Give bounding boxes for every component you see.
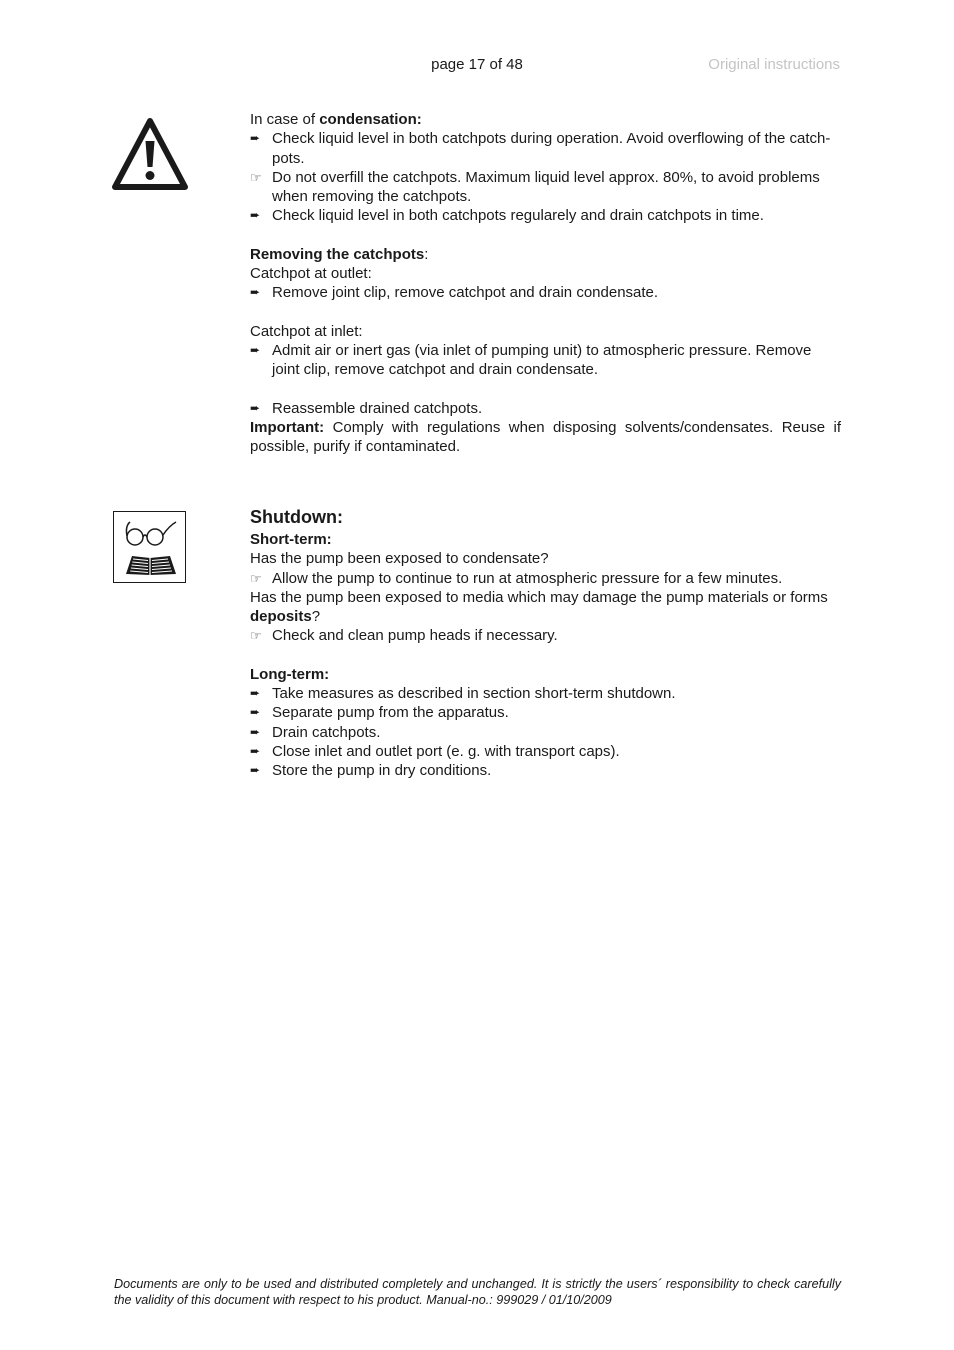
shutdown-section [250, 507, 841, 781]
arrow-bullet-icon: ➨ [250, 131, 261, 146]
arrow-bullet-icon: ➨ [250, 400, 261, 415]
long-term-item: ➨ Take measures as described in section short-term shutdown. [250, 685, 676, 703]
read-instructions-icon [113, 511, 186, 583]
long-term-item: ➨ Store the pump in dry conditions. [250, 762, 492, 780]
pointing-hand-icon: ☞ [250, 570, 262, 586]
arrow-bullet-icon: ➨ [250, 743, 261, 758]
condensation-intro: In case of condensation: [250, 111, 422, 128]
short-term-heading: Short-term: [250, 531, 332, 548]
pointing-hand-icon: ☞ [250, 628, 262, 644]
arrow-bullet-icon: ➨ [250, 208, 261, 223]
condensation-item: ➨ Check liquid level in both catchpots during operation. Avoid overflowing of the catch-pots. [250, 130, 831, 167]
condensation-item: ➨ Check liquid level in both catchpots regularely and drain catchpots in time. [250, 207, 764, 225]
condensation-item: ☞ Do not overfill the catchpots. Maximum liquid level approx. 80%, to avoid problems when removing the catchpots. [250, 168, 820, 206]
arrow-bullet-icon: ➨ [250, 686, 261, 701]
important-note: Important: Comply with regulations when disposing solvents/condensates. Reuse if possible, purify if contaminated. [250, 418, 841, 456]
arrow-bullet-icon: ➨ [250, 285, 261, 300]
arrow-bullet-icon: ➨ [250, 705, 261, 720]
arrow-bullet-icon: ➨ [250, 342, 261, 357]
page-header-label: Original instructions [708, 56, 840, 73]
outlet-item: ➨ Remove joint clip, remove catchpot and drain condensate. [250, 284, 659, 302]
outlet-label: Catchpot at outlet: [250, 265, 372, 283]
short-term-question: Has the pump been exposed to media which may damage the pump materials or forms deposits? [250, 588, 828, 626]
removing-catchpots-heading: Removing the catchpots: [250, 245, 429, 263]
short-term-item: ☞ Check and clean pump heads if necessary. [250, 627, 558, 645]
short-term-question: Has the pump been exposed to condensate? [250, 550, 549, 568]
arrow-bullet-icon: ➨ [250, 724, 261, 739]
inlet-item: ➨ Admit air or inert gas (via inlet of pumping unit) to atmospheric pressure. Remove joint clip, remove catchpot and drain condensate. [250, 341, 812, 379]
condensation-section [250, 110, 841, 456]
inlet-label: Catchpot at inlet: [250, 322, 363, 340]
shutdown-heading: Shutdown: [250, 507, 343, 527]
long-term-item: ➨ Drain catchpots. [250, 723, 381, 741]
pointing-hand-icon: ☞ [250, 169, 262, 185]
arrow-bullet-icon: ➨ [250, 763, 261, 778]
document-footer: Documents are only to be used and distributed completely and unchanged. It is strictly the users´ responsibility to check carefully the validity of this document with respect to his product. Manual-no.: 999029 / 01/10/2009 [114, 1277, 841, 1307]
long-term-heading: Long-term: [250, 665, 330, 683]
short-term-item: ☞ Allow the pump to continue to run at atmospheric pressure for a few minutes. [250, 569, 783, 587]
reassemble-item: ➨ Reassemble drained catchpots. [250, 399, 483, 417]
warning-triangle-icon [112, 117, 188, 193]
long-term-item: ➨ Separate pump from the apparatus. [250, 704, 509, 722]
long-term-item: ➨ Close inlet and outlet port (e. g. with transport caps). [250, 742, 620, 760]
page-header-number: page 17 of 48 [431, 56, 523, 73]
